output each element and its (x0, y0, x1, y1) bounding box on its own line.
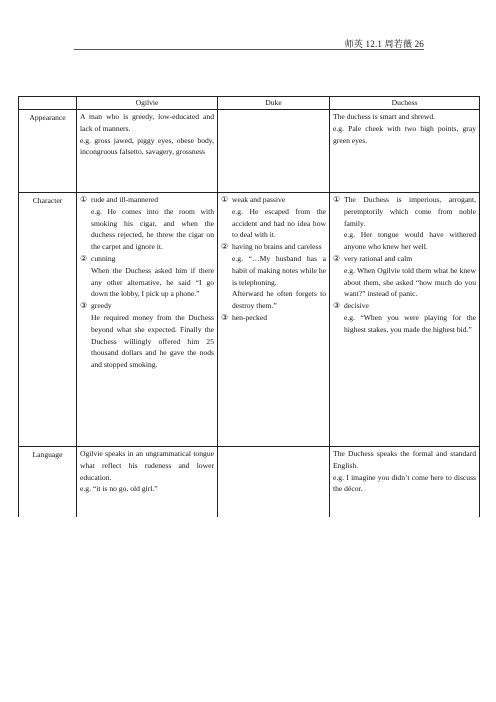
appearance-ogilvie-desc: A man who is greedy, low-educated and lack of manners. (80, 112, 214, 133)
trait-detail: e.g. Her tongue would have withered anyone who knew her well. (344, 230, 476, 252)
appearance-duchess-desc: The duchess is smart and shrewd. (333, 112, 436, 121)
header-row (19, 97, 480, 110)
trait-title: having no brains and careless (232, 242, 322, 252)
trait-detail: e.g. “When you were playing for the highest stakes, you made the highest bid.” (344, 312, 476, 334)
appearance-row (19, 110, 480, 193)
column-header-duchess: Duchess (330, 97, 480, 110)
trait-detail: He required money from the Duchess beyond what she expected. Finally the Duchess willingly offered him 25 thousand dollars and he gave the nods and stopped smoking. (91, 312, 214, 370)
list-item (221, 312, 326, 324)
trait-title: weak and passive (232, 195, 286, 204)
item-number: ③ (221, 312, 229, 322)
character-row (19, 193, 480, 447)
item-number: ③ (80, 301, 88, 311)
language-ogilvie-cell (77, 447, 218, 518)
trait-title: greedy (91, 301, 112, 311)
trait-detail: e.g. “…My husband has a habit of making notes while he is telephoning. (232, 253, 326, 287)
trait-title: rude and ill-mannered (91, 195, 159, 204)
language-duchess-example: e.g. I imagine you didn’t come here to discuss the décor. (333, 472, 476, 494)
trait-title: The Duchess is imperious, arrogant, peremptorily which come from noble family. (344, 195, 476, 228)
trait-title: decisive (344, 301, 369, 311)
column-header-ogilvie: Ogilvie (77, 97, 218, 110)
list-item (333, 194, 476, 229)
column-header-duke: Duke (218, 97, 330, 110)
character-duchess-cell (330, 193, 480, 447)
appearance-duchess-cell (330, 110, 480, 193)
item-number: ① (80, 195, 88, 204)
trait-title: very rational and calm (344, 253, 413, 263)
item-number: ① (221, 195, 229, 204)
trait-title: hen-pecked (232, 312, 267, 322)
appearance-ogilvie-cell (77, 110, 218, 193)
trait-detail: e.g. When Ogilvie told them what he knew about them, she asked “how much do you want?” instead of panic. (344, 265, 476, 299)
item-number: ② (333, 253, 341, 263)
list-item (80, 253, 214, 265)
character-table (18, 96, 480, 517)
trait-detail: e.g. He escaped from the accident and had no idea how to deal with it. (232, 206, 326, 240)
list-item (80, 300, 214, 312)
item-number: ③ (333, 301, 341, 311)
list-item (80, 194, 214, 206)
language-ogilvie-example: e.g. “it is no go, old girl.” (80, 484, 158, 494)
page-header: 师英 12.1 周若薇 26 (344, 39, 424, 49)
row-label-language: Language (19, 447, 77, 518)
item-number: ② (80, 253, 88, 263)
header-rule (74, 49, 424, 50)
appearance-ogilvie-example: e.g. gross jawed, piggy eyes, obese body, incongruous falsetto, savagery, grossness (80, 135, 214, 157)
language-duchess-cell (330, 447, 480, 518)
appearance-duke-cell (218, 110, 330, 193)
item-number: ① (333, 195, 341, 204)
list-item (333, 300, 476, 312)
language-duke-cell (218, 447, 330, 518)
trait-detail: When the Duchess asked him if there any other alternative, he said “I go down the lobby, I pick up a phone.” (91, 265, 214, 299)
row-label-appearance: Appearance (19, 110, 77, 193)
item-number: ② (221, 242, 229, 252)
column-header-blank (19, 97, 77, 110)
character-duke-cell (218, 193, 330, 447)
language-duchess-desc: The Duchess speaks the formal and standard English. (333, 449, 476, 470)
list-item (221, 241, 326, 253)
list-item (221, 194, 326, 206)
language-ogilvie-desc: Ogilvie speaks in an ungrammatical tongue what reflect his rudeness and lower education. (80, 449, 214, 482)
appearance-duchess-example: e.g. Pale cheek with two high points, gray green eyes. (333, 123, 476, 145)
list-item (333, 253, 476, 265)
character-ogilvie-cell (77, 193, 218, 447)
trait-detail: Afterward he often forgets to destroy them.” (232, 289, 326, 311)
row-label-character: Character (19, 193, 77, 447)
trait-title: cunning (91, 253, 116, 263)
trait-detail: e.g. He comes into the room with smoking his cigar, and when the duchess rejected, he threw the cigar on the carpet and ignore it. (91, 206, 214, 252)
language-row (19, 447, 480, 518)
